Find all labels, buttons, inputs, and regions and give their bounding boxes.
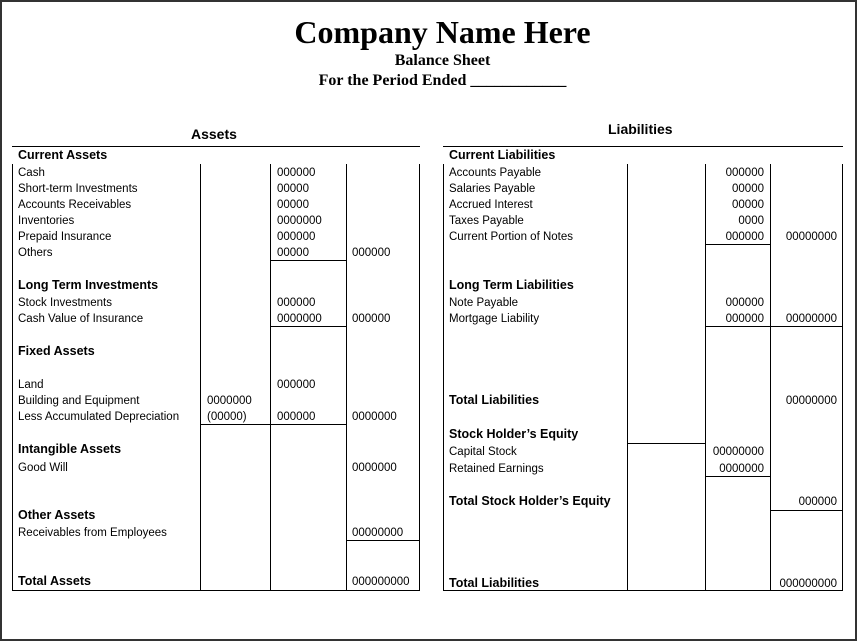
section-label: Stock Holder’s Equity	[449, 427, 579, 441]
subtotal-rule	[346, 540, 420, 541]
amount-total: 000000	[798, 496, 837, 508]
amount-total: 000000	[352, 247, 391, 259]
line-item-label: Accounts Receivables	[18, 199, 132, 211]
section-label: Intangible Assets	[18, 442, 122, 456]
line-item-label: Accrued Interest	[449, 199, 533, 211]
subtotal-rule	[270, 326, 347, 327]
line-item-label: Cash Value of Insurance	[18, 313, 144, 325]
subtotal-rule	[200, 424, 347, 425]
amount-subtotal: 000000	[725, 297, 764, 309]
amount-total: 00000000	[785, 231, 837, 243]
line-item-label: Stock Investments	[18, 297, 112, 309]
document-title: Balance Sheet	[394, 52, 491, 69]
amount-subtotal: 0000000	[277, 313, 322, 325]
line-item-label: Less Accumulated Depreciation	[18, 411, 180, 423]
line-item-label: Note Payable	[449, 297, 519, 309]
amount-detail: 0000000	[207, 395, 252, 407]
line-item-label: Receivables from Employees	[18, 527, 167, 539]
amount-total: 000000000	[352, 576, 410, 588]
assets-top-rule	[12, 146, 420, 147]
amount-subtotal: 00000	[277, 199, 309, 211]
assets-column-divider	[12, 164, 13, 591]
liabilities-column-divider	[770, 164, 771, 591]
section-label: Total Liabilities	[449, 393, 540, 407]
line-item-label: Current Portion of Notes	[449, 231, 574, 243]
line-item-label: Building and Equipment	[18, 395, 140, 407]
amount-subtotal: 000000	[725, 167, 764, 179]
liabilities-top-rule	[443, 146, 843, 147]
line-item-label: Salaries Payable	[449, 183, 536, 195]
section-label: Long Term Liabilities	[449, 278, 574, 292]
amount-detail: (00000)	[207, 411, 247, 423]
line-item-label: Good Will	[18, 462, 68, 474]
line-item-label: Cash	[18, 167, 45, 179]
amount-subtotal: 00000	[732, 183, 764, 195]
amount-total: 00000000	[352, 527, 404, 539]
assets-heading: Assets	[191, 126, 237, 142]
section-label: Current Liabilities	[449, 148, 556, 162]
liabilities-column-divider	[627, 164, 628, 591]
amount-subtotal: 00000	[277, 247, 309, 259]
line-item-label: Land	[18, 379, 44, 391]
amount-subtotal: 000000	[277, 297, 316, 309]
section-label: Total Assets	[18, 574, 91, 588]
line-item-label: Prepaid Insurance	[18, 231, 112, 243]
period-line: For the Period Ended ____________	[318, 72, 567, 89]
amount-subtotal: 000000	[725, 231, 764, 243]
assets-column-divider	[270, 164, 271, 591]
amount-subtotal: 000000	[277, 411, 316, 423]
company-name: Company Name Here	[294, 14, 591, 50]
subtotal-rule	[705, 244, 771, 245]
line-item-label: Retained Earnings	[449, 463, 544, 475]
section-label: Long Term Investments	[18, 278, 159, 292]
section-label: Fixed Assets	[18, 344, 95, 358]
amount-subtotal: 00000	[732, 199, 764, 211]
section-label: Other Assets	[18, 508, 96, 522]
amount-total: 0000000	[352, 462, 397, 474]
amount-total: 000000000	[779, 578, 837, 590]
amount-subtotal: 000000	[277, 167, 316, 179]
subtotal-rule	[705, 326, 843, 327]
liabilities-column-divider	[842, 164, 843, 591]
amount-subtotal: 0000000	[277, 215, 322, 227]
line-item-label: Taxes Payable	[449, 215, 524, 227]
subtotal-rule	[770, 510, 843, 511]
amount-total: 00000000	[785, 313, 837, 325]
section-label: Total Liabilities	[449, 576, 540, 590]
section-label: Current Assets	[18, 148, 108, 162]
line-item-label: Others	[18, 247, 53, 259]
amount-subtotal: 000000	[725, 313, 764, 325]
liabilities-column-divider	[705, 164, 706, 591]
assets-column-divider	[419, 164, 420, 591]
assets-column-divider	[200, 164, 201, 591]
assets-column-divider	[346, 164, 347, 591]
amount-total: 00000000	[785, 395, 837, 407]
section-label: Total Stock Holder’s Equity	[449, 494, 611, 508]
amount-subtotal: 00000	[277, 183, 309, 195]
line-item-label: Capital Stock	[449, 446, 517, 458]
line-item-label: Inventories	[18, 215, 75, 227]
amount-subtotal: 0000	[738, 215, 764, 227]
amount-subtotal: 000000	[277, 231, 316, 243]
amount-total: 0000000	[352, 411, 397, 423]
assets-bottom-rule	[12, 590, 420, 591]
liabilities-column-divider	[443, 164, 444, 591]
amount-subtotal: 0000000	[719, 463, 764, 475]
subtotal-rule	[270, 260, 347, 261]
line-item-label: Mortgage Liability	[449, 313, 540, 325]
subtotal-rule	[627, 443, 706, 444]
line-item-label: Accounts Payable	[449, 167, 542, 179]
subtotal-rule	[705, 476, 771, 477]
line-item-label: Short-term Investments	[18, 183, 138, 195]
liabilities-heading: Liabilities	[608, 121, 673, 137]
amount-subtotal: 00000000	[712, 446, 764, 458]
amount-total: 000000	[352, 313, 391, 325]
amount-subtotal: 000000	[277, 379, 316, 391]
